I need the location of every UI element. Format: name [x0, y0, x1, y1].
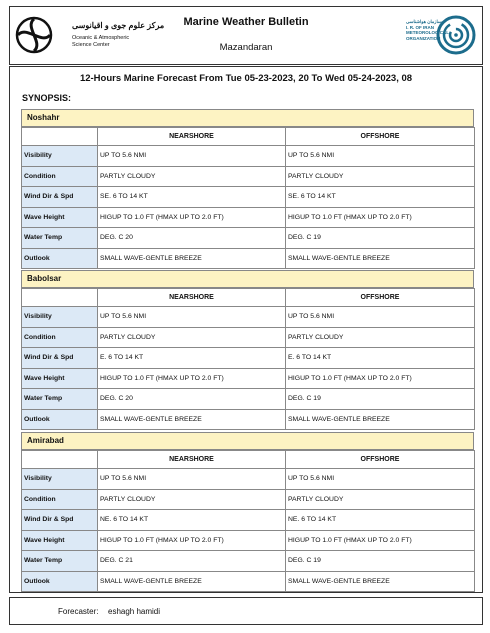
- forecast-table: [21, 288, 475, 430]
- table-row: [22, 187, 475, 208]
- nearshore-value: PARTLY CLOUDY: [98, 166, 286, 187]
- row-label: Outlook: [22, 409, 98, 430]
- row-label: Water Temp: [22, 389, 98, 410]
- forecast-period: 12-Hours Marine Forecast From Tue 05-23-2023, 20 To Wed 05-24-2023, 08: [79, 73, 413, 84]
- forecast-table: [21, 127, 475, 269]
- offshore-value: SMALL WAVE-GENTLE BREEZE: [286, 248, 475, 269]
- oasc-name-en-line2: Science Center: [72, 42, 110, 48]
- nearshore-value: HIGUP TO 1.0 FT (HMAX UP TO 2.0 FT): [98, 530, 286, 551]
- station-section: [21, 432, 474, 592]
- nearshore-value: SMALL WAVE-GENTLE BREEZE: [98, 571, 286, 592]
- forecast-panel: [9, 66, 483, 593]
- table-row: [22, 248, 475, 269]
- table-row: [22, 327, 475, 348]
- offshore-header: OFFSHORE: [286, 289, 475, 307]
- table-row: [22, 228, 475, 249]
- station-section: [21, 109, 474, 269]
- row-label: Visibility: [22, 307, 98, 328]
- offshore-value: PARTLY CLOUDY: [286, 166, 475, 187]
- nearshore-value: SE. 6 TO 14 KT: [98, 187, 286, 208]
- nearshore-value: PARTLY CLOUDY: [98, 327, 286, 348]
- nearshore-value: UP TO 5.6 NMI: [98, 307, 286, 328]
- offshore-header: OFFSHORE: [286, 451, 475, 469]
- table-row: [22, 510, 475, 531]
- offshore-value: NE. 6 TO 14 KT: [286, 510, 475, 531]
- offshore-value: HIGUP TO 1.0 FT (HMAX UP TO 2.0 FT): [286, 207, 475, 228]
- offshore-value: DEG. C 19: [286, 228, 475, 249]
- nearshore-header: NEARSHORE: [98, 451, 286, 469]
- table-row: [22, 530, 475, 551]
- offshore-value: HIGUP TO 1.0 FT (HMAX UP TO 2.0 FT): [286, 368, 475, 389]
- row-label: Condition: [22, 166, 98, 187]
- blank-header-cell: [22, 128, 98, 146]
- offshore-value: UP TO 5.6 NMI: [286, 469, 475, 490]
- nearshore-value: E. 6 TO 14 KT: [98, 348, 286, 369]
- irimo-logo-icon: [436, 13, 476, 57]
- nearshore-value: HIGUP TO 1.0 FT (HMAX UP TO 2.0 FT): [98, 368, 286, 389]
- table-row: [22, 166, 475, 187]
- table-header-row: [22, 289, 475, 307]
- offshore-value: SMALL WAVE-GENTLE BREEZE: [286, 571, 475, 592]
- table-row: [22, 307, 475, 328]
- row-label: Wind Dir & Spd: [22, 348, 98, 369]
- row-label: Outlook: [22, 571, 98, 592]
- station-name: Noshahr: [21, 109, 474, 127]
- offshore-value: UP TO 5.6 NMI: [286, 146, 475, 167]
- table-row: [22, 489, 475, 510]
- offshore-value: SE. 6 TO 14 KT: [286, 187, 475, 208]
- table-header-row: [22, 451, 475, 469]
- row-label: Wind Dir & Spd: [22, 510, 98, 531]
- oasc-name-fa: مرکز علوم جوی و اقیانوسی: [72, 21, 165, 30]
- row-label: Wave Height: [22, 207, 98, 228]
- bulletin-header: [9, 6, 483, 65]
- row-label: Condition: [22, 327, 98, 348]
- forecaster-footer: [9, 597, 483, 625]
- row-label: Wave Height: [22, 368, 98, 389]
- forecaster-name: eshagh hamidi: [108, 607, 161, 616]
- offshore-value: DEG. C 19: [286, 551, 475, 572]
- blank-header-cell: [22, 451, 98, 469]
- table-header-row: [22, 128, 475, 146]
- offshore-value: E. 6 TO 14 KT: [286, 348, 475, 369]
- table-row: [22, 571, 475, 592]
- row-label: Wave Height: [22, 530, 98, 551]
- nearshore-value: SMALL WAVE-GENTLE BREEZE: [98, 409, 286, 430]
- station-name: Babolsar: [21, 270, 474, 288]
- nearshore-value: DEG. C 21: [98, 551, 286, 572]
- offshore-value: UP TO 5.6 NMI: [286, 307, 475, 328]
- offshore-value: HIGUP TO 1.0 FT (HMAX UP TO 2.0 FT): [286, 530, 475, 551]
- nearshore-header: NEARSHORE: [98, 289, 286, 307]
- table-row: [22, 348, 475, 369]
- nearshore-value: PARTLY CLOUDY: [98, 489, 286, 510]
- row-label: Water Temp: [22, 228, 98, 249]
- oasc-name-en-line1: Oceanic & Atmospheric: [72, 35, 130, 41]
- table-row: [22, 409, 475, 430]
- nearshore-value: DEG. C 20: [98, 389, 286, 410]
- region-name: Mazandaran: [219, 42, 273, 53]
- nearshore-value: NE. 6 TO 14 KT: [98, 510, 286, 531]
- row-label: Outlook: [22, 248, 98, 269]
- row-label: Water Temp: [22, 551, 98, 572]
- table-row: [22, 207, 475, 228]
- nearshore-value: HIGUP TO 1.0 FT (HMAX UP TO 2.0 FT): [98, 207, 286, 228]
- synopsis-label: SYNOPSIS:: [22, 93, 72, 103]
- station-section: [21, 270, 474, 430]
- bulletin-title: Marine Weather Bulletin: [183, 16, 309, 28]
- offshore-value: PARTLY CLOUDY: [286, 489, 475, 510]
- nearshore-value: DEG. C 20: [98, 228, 286, 249]
- nearshore-header: NEARSHORE: [98, 128, 286, 146]
- row-label: Condition: [22, 489, 98, 510]
- station-name: Amirabad: [21, 432, 474, 450]
- table-row: [22, 146, 475, 167]
- table-row: [22, 368, 475, 389]
- nearshore-value: UP TO 5.6 NMI: [98, 146, 286, 167]
- irimo-logo-text: سازمان هواشناسی I. R. OF IRAN METEOROLOGICAL ORGANIZATION: [406, 19, 449, 41]
- row-label: Wind Dir & Spd: [22, 187, 98, 208]
- table-row: [22, 389, 475, 410]
- table-row: [22, 469, 475, 490]
- forecast-table: [21, 450, 475, 592]
- nearshore-value: SMALL WAVE-GENTLE BREEZE: [98, 248, 286, 269]
- offshore-value: PARTLY CLOUDY: [286, 327, 475, 348]
- offshore-value: SMALL WAVE-GENTLE BREEZE: [286, 409, 475, 430]
- irimo-logo: [406, 11, 476, 61]
- offshore-value: DEG. C 19: [286, 389, 475, 410]
- nearshore-value: UP TO 5.6 NMI: [98, 469, 286, 490]
- forecaster-label: Forecaster:: [58, 607, 99, 616]
- offshore-header: OFFSHORE: [286, 128, 475, 146]
- blank-header-cell: [22, 289, 98, 307]
- table-row: [22, 551, 475, 572]
- row-label: Visibility: [22, 146, 98, 167]
- row-label: Visibility: [22, 469, 98, 490]
